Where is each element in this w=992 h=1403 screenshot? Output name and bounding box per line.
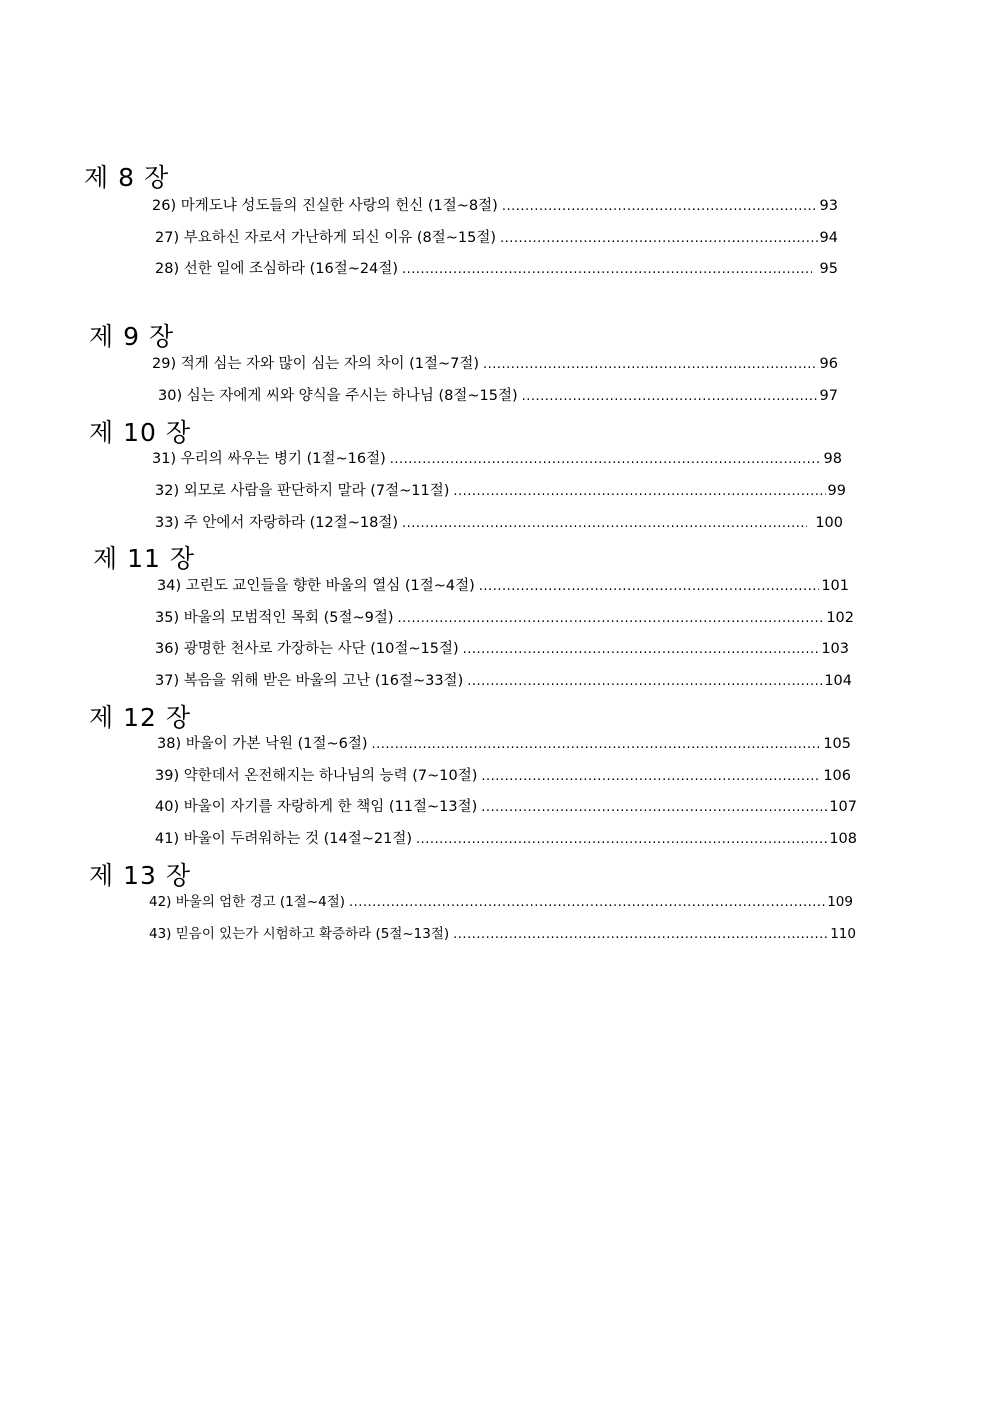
toc-entry-title: 29) 적게 심는 자와 많이 심는 자의 차이 (1절~7절) (152, 356, 480, 372)
dot-leader (463, 640, 820, 660)
dot-leader (467, 672, 822, 692)
toc-entry-title: 39) 약한데서 온전해지는 하나님의 능력 (7~10절) (155, 768, 478, 784)
toc-entry-page: 106 (823, 768, 851, 784)
toc-entry-title: 38) 바울이 가본 낙원 (1절~6절) (157, 736, 368, 752)
chapter-heading: 제 8 장 (84, 163, 170, 192)
toc-entry-page: 98 (823, 451, 842, 467)
toc-entry[interactable] (155, 671, 852, 691)
toc-entry[interactable] (149, 892, 853, 912)
toc-entry-title: 26) 마게도냐 성도들의 진실한 사랑의 헌신 (1절~8절) (152, 198, 498, 214)
toc-entry[interactable] (152, 196, 838, 216)
chapter-heading: 제 10 장 (89, 418, 192, 447)
toc-entry-page: 99 (827, 483, 846, 499)
toc-entry-page: 94 (819, 230, 838, 246)
dot-leader (372, 735, 822, 755)
toc-entry-page: 110 (830, 926, 856, 942)
dot-leader (500, 229, 818, 249)
toc-entry[interactable] (155, 829, 857, 849)
toc-entry-title: 37) 복음을 위해 받은 바울의 고난 (16절~33절) (155, 673, 464, 689)
toc-entry-page: 107 (829, 799, 857, 815)
toc-entry-title: 28) 선한 일에 조심하라 (16절~24절) (155, 261, 398, 277)
toc-entry-title: 30) 심는 자에게 씨와 양식을 주시는 하나님 (8절~15절) (158, 388, 518, 404)
toc-entry[interactable] (158, 386, 838, 406)
toc-entry[interactable] (152, 449, 842, 469)
toc-entry[interactable] (155, 228, 838, 248)
toc-entry-title: 31) 우리의 싸우는 병기 (1절~16절) (152, 451, 386, 467)
dot-leader (502, 197, 818, 217)
chapter-heading: 제 9 장 (89, 322, 175, 351)
toc-entry-page: 104 (824, 673, 852, 689)
toc-entry-title: 43) 믿음이 있는가 시험하고 확증하라 (5절~13절) (149, 926, 450, 942)
toc-entry-page: 96 (819, 356, 838, 372)
dot-leader (483, 355, 818, 375)
toc-entry-title: 36) 광명한 천사로 가장하는 사단 (10절~15절) (155, 641, 459, 657)
dot-leader (416, 830, 827, 850)
toc-entry[interactable] (157, 576, 849, 596)
dot-leader (522, 387, 818, 407)
toc-entry[interactable] (155, 797, 857, 817)
toc-entry[interactable] (155, 513, 843, 533)
dot-leader (402, 260, 812, 280)
toc-entry-title: 32) 외모로 사람을 판단하지 말라 (7절~11절) (155, 483, 450, 499)
toc-entry-title: 34) 고린도 교인들을 향한 바울의 열심 (1절~4절) (157, 578, 475, 594)
dot-leader (390, 450, 822, 470)
chapter-heading: 제 11 장 (93, 544, 196, 573)
toc-entry-title: 41) 바울이 두려워하는 것 (14절~21절) (155, 831, 412, 847)
toc-entry[interactable] (157, 734, 851, 754)
toc-entry[interactable] (155, 766, 851, 786)
toc-entry-title: 27) 부요하신 자로서 가난하게 되신 이유 (8절~15절) (155, 230, 497, 246)
toc-entry[interactable] (155, 639, 849, 659)
toc-entry-page: 93 (819, 198, 838, 214)
toc-entry-page: 103 (821, 641, 849, 657)
dot-leader (481, 767, 821, 787)
toc-entry-page: 100 (815, 515, 843, 531)
toc-entry[interactable] (149, 924, 856, 944)
toc-entry[interactable] (155, 481, 846, 501)
dot-leader (453, 482, 825, 502)
toc-entry[interactable] (155, 608, 854, 628)
dot-leader (349, 893, 825, 913)
dot-leader (479, 577, 820, 597)
toc-entry-page: 108 (829, 831, 857, 847)
toc-entry-title: 42) 바울의 엄한 경고 (1절~4절) (149, 894, 346, 910)
toc-entry-page: 105 (823, 736, 851, 752)
dot-leader (398, 609, 825, 629)
toc-entry-page: 97 (819, 388, 838, 404)
dot-leader (402, 514, 807, 534)
toc-entry-page: 102 (826, 610, 854, 626)
toc-entry-title: 33) 주 안에서 자랑하라 (12절~18절) (155, 515, 398, 531)
toc-entry[interactable] (155, 259, 838, 279)
chapter-heading: 제 13 장 (89, 861, 192, 890)
toc-entry-title: 35) 바울의 모범적인 목회 (5절~9절) (155, 610, 394, 626)
dot-leader (453, 925, 828, 945)
toc-entry-page: 101 (821, 578, 849, 594)
chapter-heading: 제 12 장 (89, 703, 192, 732)
toc-entry-page: 95 (819, 261, 838, 277)
toc-entry-page: 109 (827, 894, 853, 910)
dot-leader (481, 798, 827, 818)
toc-entry-title: 40) 바울이 자기를 자랑하게 한 책임 (11절~13절) (155, 799, 478, 815)
toc-entry[interactable] (152, 354, 838, 374)
